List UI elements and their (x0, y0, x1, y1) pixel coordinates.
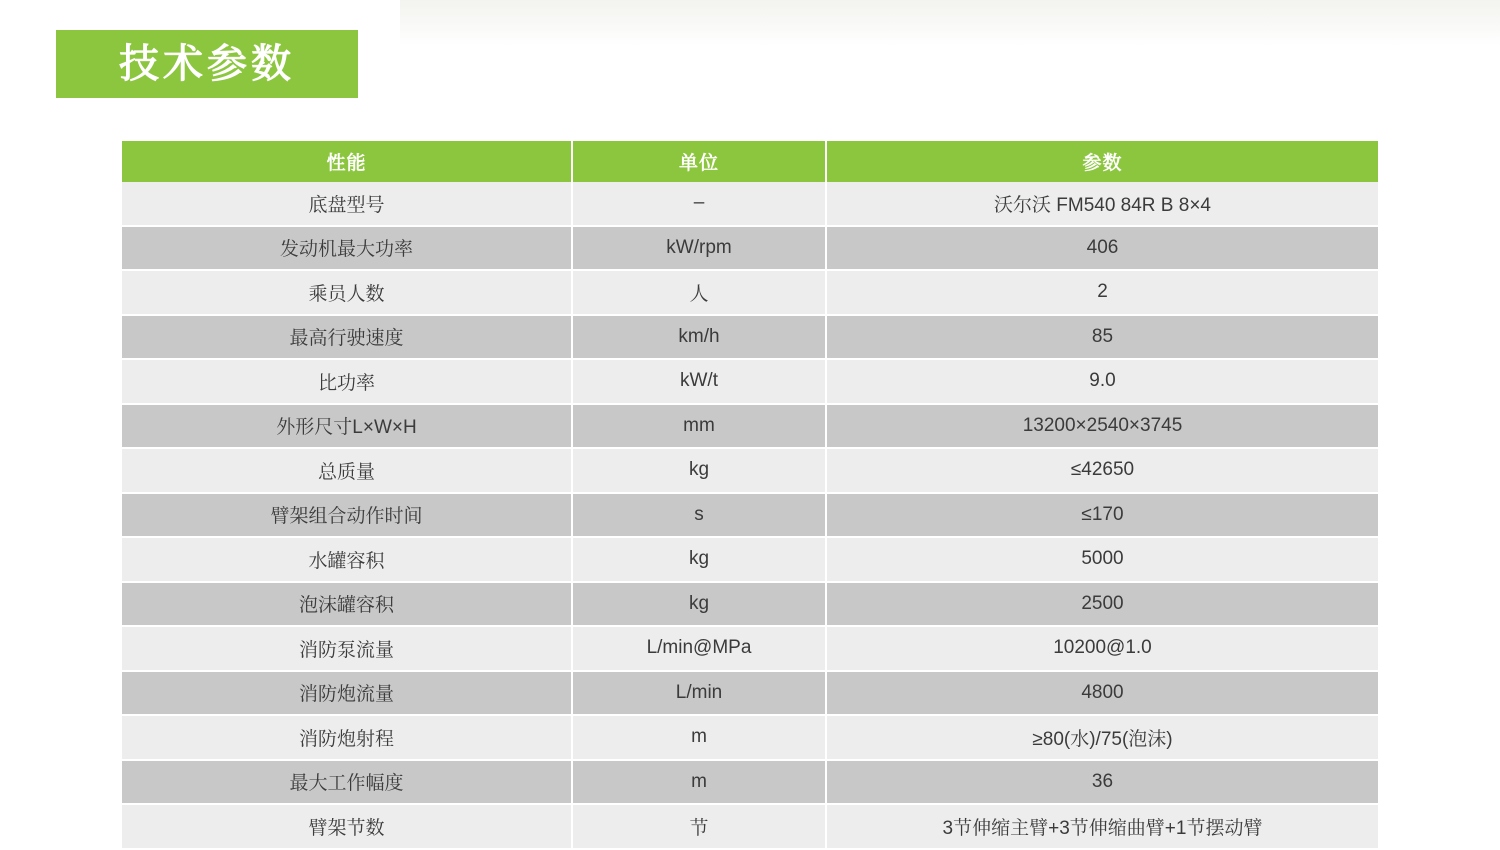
table-row (122, 760, 1378, 805)
cell-name: 消防泵流量 (122, 626, 572, 671)
cell-value: ≤42650 (826, 448, 1378, 493)
cell-unit: mm (572, 404, 826, 449)
cell-value: 36 (826, 760, 1378, 805)
cell-unit: kg (572, 448, 826, 493)
cell-name: 消防炮射程 (122, 715, 572, 760)
table-row (122, 537, 1378, 582)
table-row (122, 448, 1378, 493)
cell-value: 3节伸缩主臂+3节伸缩曲臂+1节摆动臂 (826, 804, 1378, 849)
cell-name: 臂架组合动作时间 (122, 493, 572, 538)
cell-value: 13200×2540×3745 (826, 404, 1378, 449)
cell-name: 最高行驶速度 (122, 315, 572, 360)
table-row (122, 715, 1378, 760)
cell-value: 4800 (826, 671, 1378, 716)
spec-table-container (122, 141, 1378, 850)
top-background-band (400, 0, 1500, 46)
cell-name: 消防炮流量 (122, 671, 572, 716)
table-row (122, 493, 1378, 538)
cell-value: 2 (826, 270, 1378, 315)
page-title-badge (56, 30, 358, 98)
cell-unit: m (572, 715, 826, 760)
cell-value: 5000 (826, 537, 1378, 582)
cell-name: 发动机最大功率 (122, 226, 572, 271)
table-body (122, 182, 1378, 849)
column-header-value: 参数 (826, 141, 1378, 182)
cell-name: 水罐容积 (122, 537, 572, 582)
table-row (122, 671, 1378, 716)
page-title: 技术参数 (119, 42, 295, 86)
table-row (122, 404, 1378, 449)
table-header-row (122, 141, 1378, 182)
cell-unit: L/min@MPa (572, 626, 826, 671)
cell-value: 2500 (826, 582, 1378, 627)
cell-value: ≥80(水)/75(泡沫) (826, 715, 1378, 760)
cell-unit: L/min (572, 671, 826, 716)
table-row (122, 182, 1378, 226)
cell-name: 泡沫罐容积 (122, 582, 572, 627)
cell-name: 臂架节数 (122, 804, 572, 849)
specifications-table (122, 141, 1378, 850)
cell-unit: 节 (572, 804, 826, 849)
column-header-unit: 单位 (572, 141, 826, 182)
cell-unit: km/h (572, 315, 826, 360)
cell-name: 乘员人数 (122, 270, 572, 315)
column-header-name: 性能 (122, 141, 572, 182)
table-row (122, 359, 1378, 404)
cell-unit: kg (572, 537, 826, 582)
cell-name: 外形尺寸L×W×H (122, 404, 572, 449)
cell-value: 406 (826, 226, 1378, 271)
cell-name: 最大工作幅度 (122, 760, 572, 805)
cell-unit: kg (572, 582, 826, 627)
cell-value: 沃尔沃 FM540 84R B 8×4 (826, 182, 1378, 226)
table-row (122, 270, 1378, 315)
table-row (122, 226, 1378, 271)
table-row (122, 315, 1378, 360)
table-header (122, 141, 1378, 182)
cell-value: 9.0 (826, 359, 1378, 404)
cell-unit: kW/t (572, 359, 826, 404)
cell-value: ≤170 (826, 493, 1378, 538)
cell-value: 10200@1.0 (826, 626, 1378, 671)
cell-unit: s (572, 493, 826, 538)
cell-unit: – (572, 182, 826, 226)
table-row (122, 626, 1378, 671)
cell-unit: 人 (572, 270, 826, 315)
table-row (122, 582, 1378, 627)
cell-value: 85 (826, 315, 1378, 360)
cell-name: 总质量 (122, 448, 572, 493)
cell-unit: kW/rpm (572, 226, 826, 271)
cell-name: 底盘型号 (122, 182, 572, 226)
table-row (122, 804, 1378, 849)
cell-name: 比功率 (122, 359, 572, 404)
cell-unit: m (572, 760, 826, 805)
